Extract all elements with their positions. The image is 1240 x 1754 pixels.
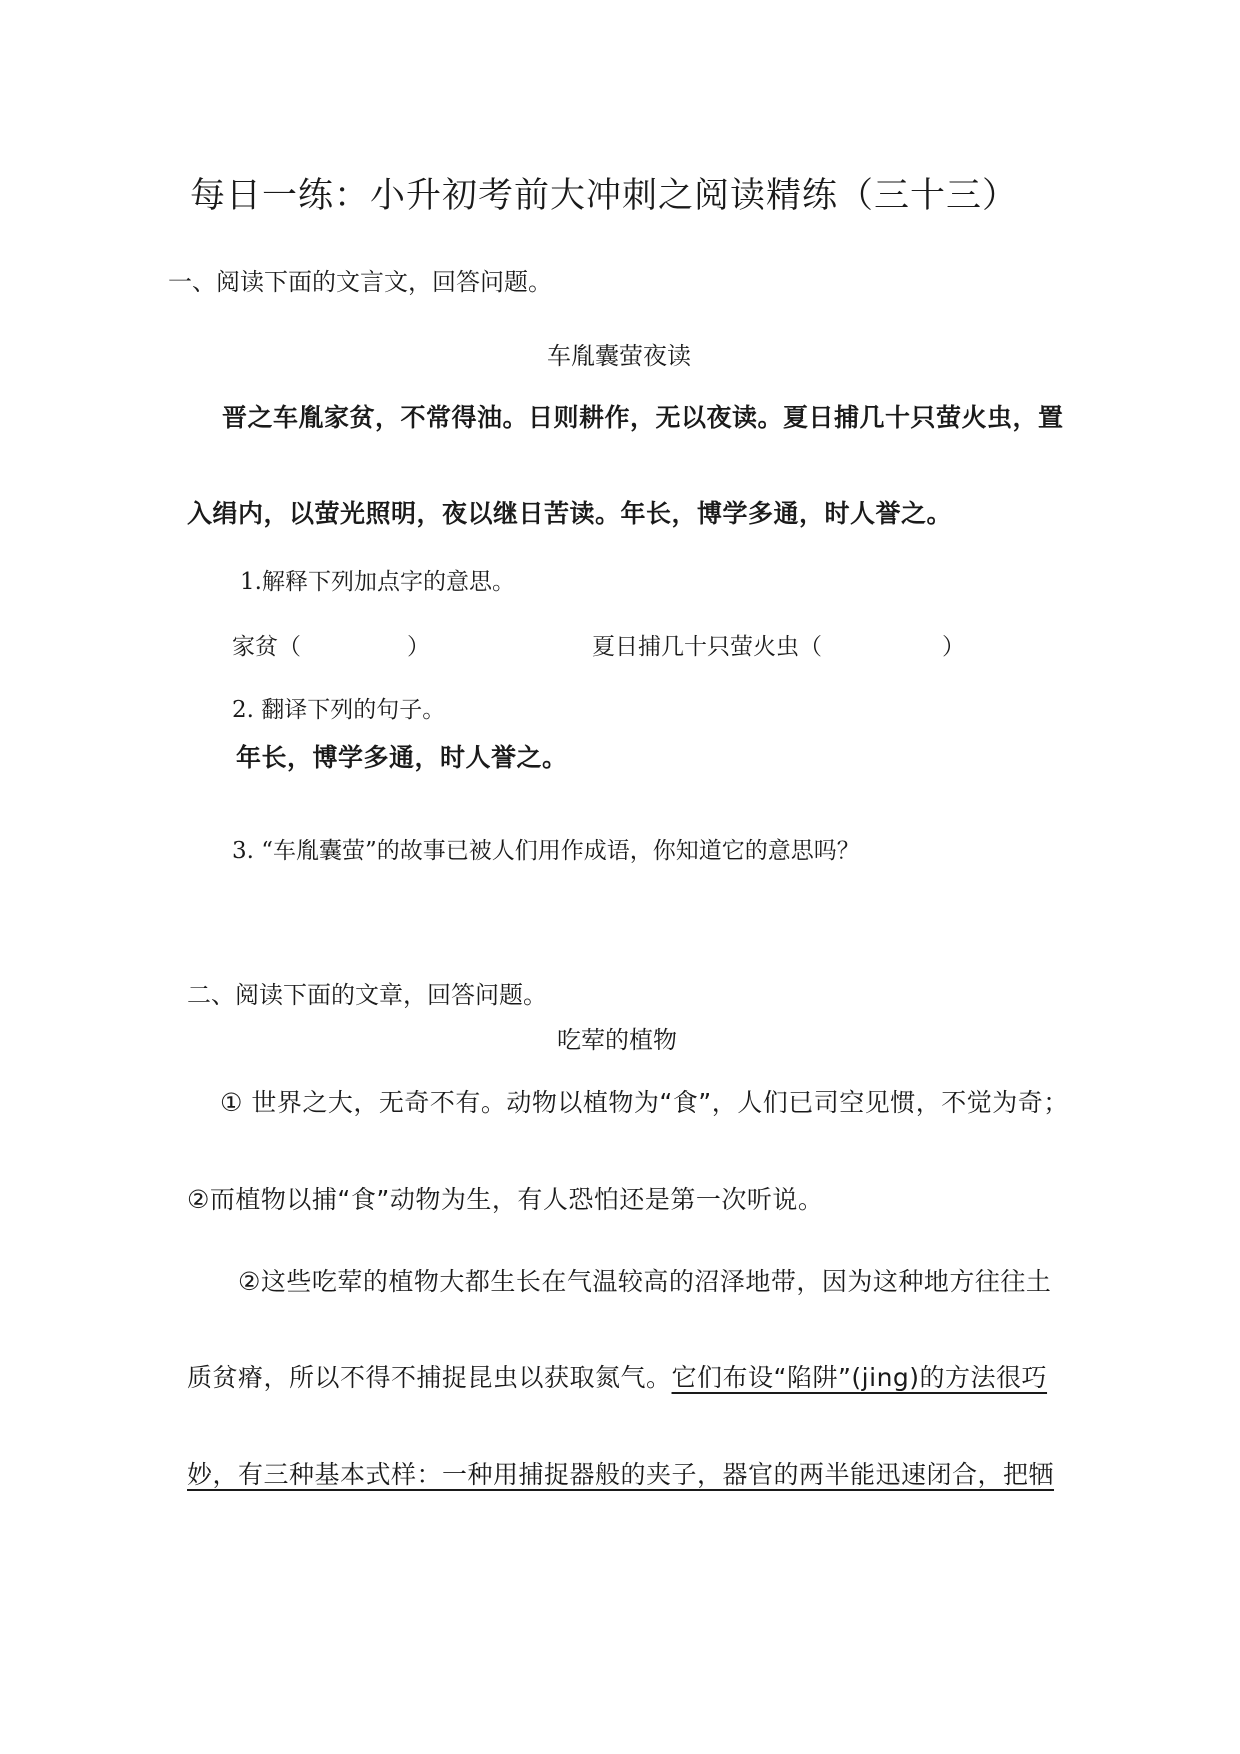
section-1-heading: 一、阅读下面的文言文，回答问题。 bbox=[168, 268, 552, 296]
question-1-item-2-close: ） bbox=[942, 634, 965, 660]
question-2-sentence: 年长，博学多通，时人誉之。 bbox=[236, 743, 568, 772]
section-1-passage-line-2: 入绢内，以萤光照明，夜以继日苦读。年长，博学多通，时人誉之。 bbox=[187, 499, 953, 528]
question-1: 1.解释下列加点字的意思。 bbox=[240, 569, 515, 595]
paragraph-2-line-2-underlined: 它们布设“陷阱”(jing)的方法很巧 bbox=[671, 1363, 1048, 1392]
question-1-item-1-close: ） bbox=[407, 634, 430, 660]
section-1-passage-line-1: 晋之车胤家贫，不常得油。日则耕作，无以夜读。夏日捕几十只萤火虫，置 bbox=[222, 403, 1064, 432]
question-2: 2. 翻译下列的句子。 bbox=[232, 697, 446, 723]
paragraph-2-line-2 bbox=[187, 1358, 1047, 1394]
section-1-passage-title: 车胤囊萤夜读 bbox=[547, 342, 691, 370]
paragraph-2-line-1: ②这些吃荤的植物大都生长在气温较高的沼泽地带，因为这种地方往往土 bbox=[238, 1267, 1052, 1296]
question-1-item-1: 家贫（ bbox=[232, 634, 301, 660]
paragraph-1-line-2: ②而植物以捕“食”动物为生，有人恐怕还是第一次听说。 bbox=[187, 1185, 824, 1214]
paragraph-2-line-3: 妙，有三种基本式样：一种用捕捉器般的夹子，器官的两半能迅速闭合，把牺 bbox=[187, 1460, 1055, 1489]
section-2-passage-title: 吃荤的植物 bbox=[557, 1026, 677, 1054]
question-1-item-2: 夏日捕几十只萤火虫（ bbox=[592, 634, 822, 660]
page-title: 每日一练：小升初考前大冲刺之阅读精练（三十三） bbox=[190, 176, 1019, 216]
section-2-heading: 二、阅读下面的文章，回答问题。 bbox=[187, 981, 547, 1009]
paragraph-2-line-2-plain: 质贫瘠，所以不得不捕捉昆虫以获取氮气。 bbox=[187, 1363, 672, 1392]
paragraph-1-line-1: ① 世界之大，无奇不有。动物以植物为“食”，人们已司空见惯，不觉为奇； bbox=[220, 1088, 1069, 1117]
question-3: 3. “车胤囊萤”的故事已被人们用作成语，你知道它的意思吗？ bbox=[232, 838, 860, 864]
